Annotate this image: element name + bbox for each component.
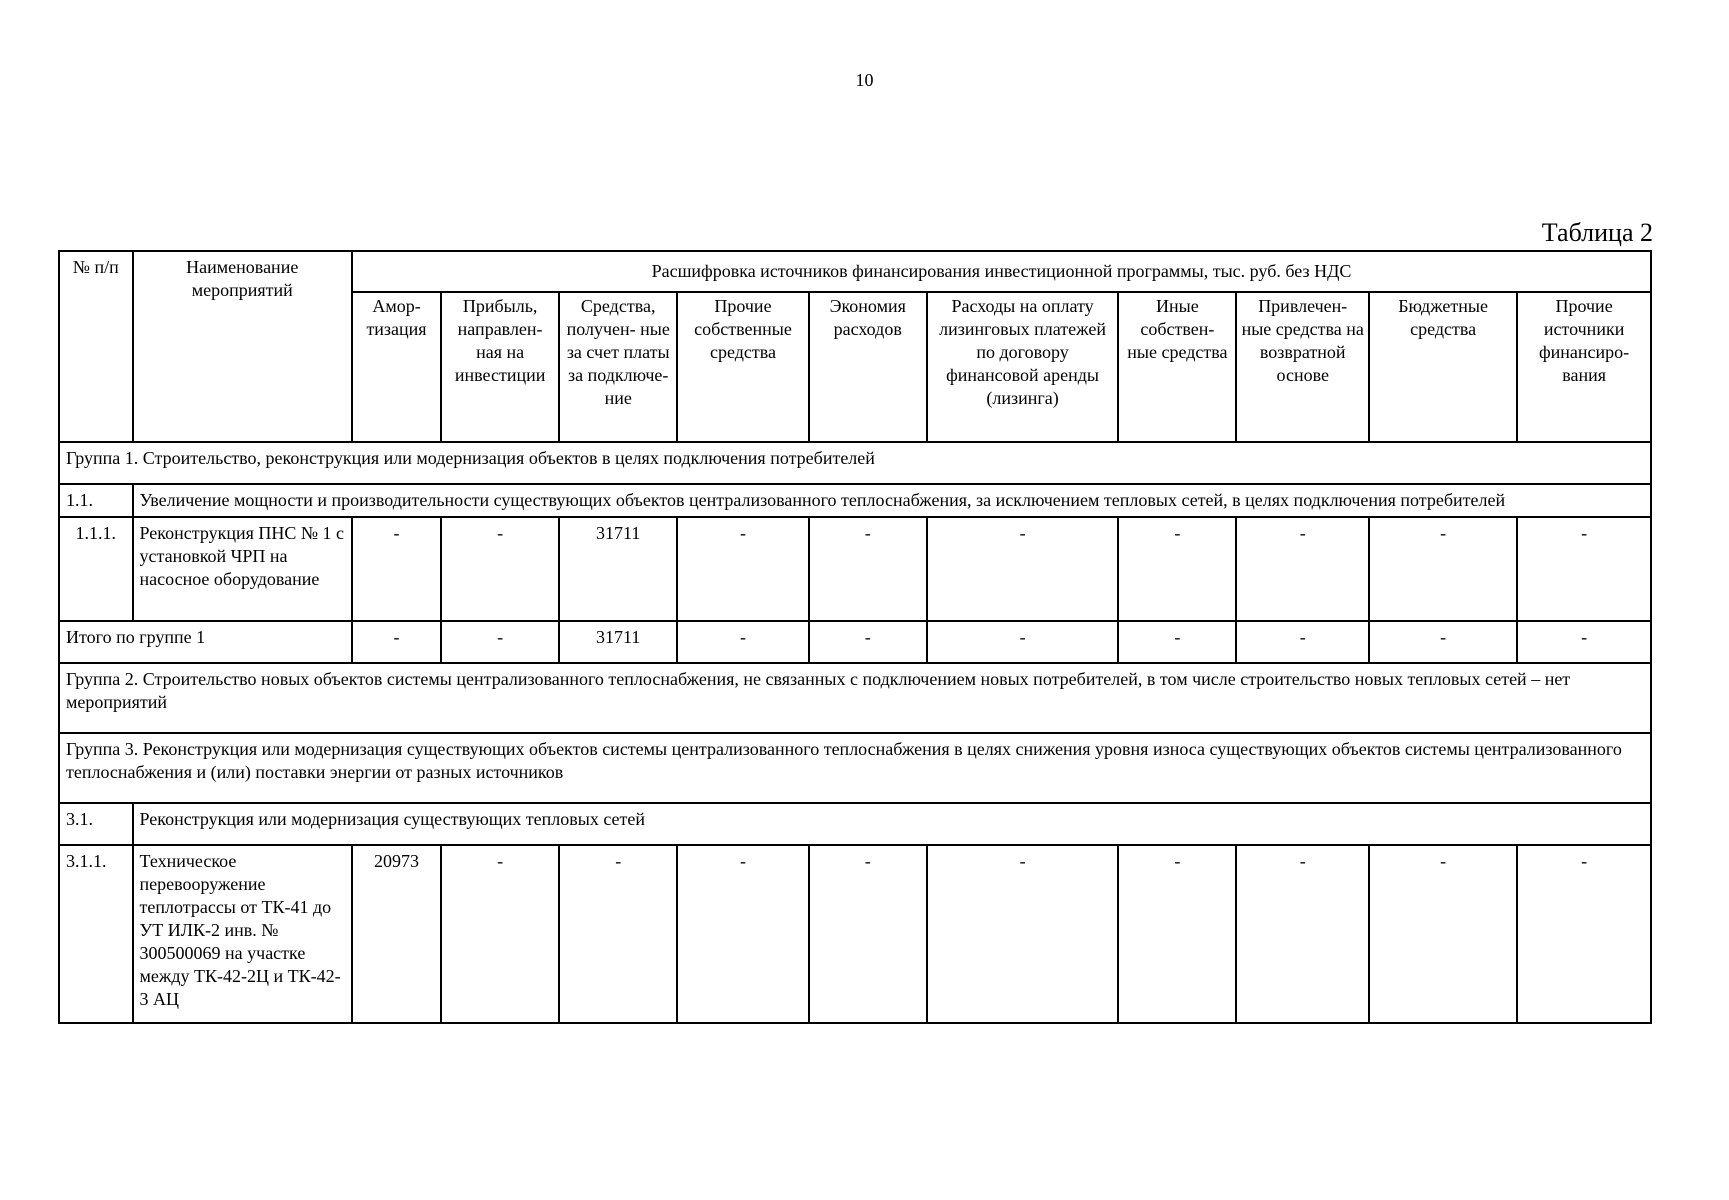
header-financing-sources: Расшифровка источников финансирования инвестиционной программы, тыс. руб. без НДС (352, 251, 1651, 292)
group-3-title: Группа 3. Реконструкция или модернизация существующих объектов системы централизованного теплоснабжения в целях снижения уровня износа существующих объектов системы централизованного теплоснабжения и (или) поставки энергии от разных источников (59, 733, 1651, 803)
section-3-1-title: Реконструкция или модернизация существующих тепловых сетей (133, 803, 1651, 845)
value-cell: - (1118, 621, 1236, 663)
group-2-title: Группа 2. Строительство новых объектов системы централизованного теплоснабжения, не связанных с подключением новых потребителей, в том числе строительство новых тепловых сетей – нет мероприятий (59, 663, 1651, 733)
header-other-sources: Прочие источники финансиро- вания (1517, 292, 1651, 442)
section-1-1-number: 1.1. (59, 484, 133, 517)
value-cell: - (1369, 517, 1517, 621)
total-group-1-label: Итого по группе 1 (59, 621, 352, 663)
header-row-1 (59, 251, 1651, 292)
header-borrowed: Привлечен- ные средства на возвратной основе (1236, 292, 1369, 442)
value-cell: - (809, 621, 927, 663)
group-row (59, 442, 1651, 484)
value-cell: - (927, 621, 1119, 663)
value-cell: - (1118, 845, 1236, 1023)
value-cell: - (809, 845, 927, 1023)
section-row (59, 484, 1651, 517)
item-3-1-1-name: Техническое перевооружение теплотрассы от ТК-41 до УТ ИЛК-2 инв. № 300500069 на участке между ТК-42-2Ц и ТК-42-3 АЦ (133, 845, 352, 1023)
value-cell: - (441, 621, 559, 663)
group-row (59, 663, 1651, 733)
value-cell: - (559, 845, 677, 1023)
value-cell: - (1118, 517, 1236, 621)
group-row (59, 733, 1651, 803)
value-cell: - (927, 845, 1119, 1023)
value-cell: - (441, 517, 559, 621)
value-cell: - (1369, 845, 1517, 1023)
table-row (59, 845, 1651, 1023)
financing-table (58, 250, 1652, 1024)
value-cell: - (1236, 517, 1369, 621)
value-cell: - (927, 517, 1119, 621)
header-other-own-funds: Прочие собственные средства (677, 292, 808, 442)
header-cost-savings: Экономия расходов (809, 292, 927, 442)
value-cell: 20973 (352, 845, 441, 1023)
value-cell: - (809, 517, 927, 621)
value-cell: - (677, 517, 808, 621)
item-3-1-1-number: 3.1.1. (59, 845, 133, 1023)
value-cell: - (352, 517, 441, 621)
value-cell: - (1517, 621, 1651, 663)
value-cell: - (1236, 621, 1369, 663)
page-number: 10 (855, 70, 874, 90)
section-row (59, 803, 1651, 845)
value-cell: - (352, 621, 441, 663)
total-row (59, 621, 1651, 663)
header-leasing: Расходы на оплату лизинговых платежей по договору финансовой аренды (лизинга) (927, 292, 1119, 442)
section-3-1-number: 3.1. (59, 803, 133, 845)
header-budget: Бюджетные средства (1369, 292, 1517, 442)
value-cell: - (677, 621, 808, 663)
item-1-1-1-number: 1.1.1. (59, 517, 133, 621)
table-row (59, 517, 1651, 621)
section-1-1-title: Увеличение мощности и производительности существующих объектов централизованного теплоснабжения, за исключением тепловых сетей, в целях подключения потребителей (133, 484, 1651, 517)
table-label: Таблица 2 (1541, 218, 1653, 247)
item-1-1-1-name: Реконструкция ПНС № 1 с установкой ЧРП на насосное оборудование (133, 517, 352, 621)
value-cell: 31711 (559, 621, 677, 663)
group-1-title: Группа 1. Строительство, реконструкция или модернизация объектов в целях подключения потребителей (59, 442, 1651, 484)
value-cell: - (441, 845, 559, 1023)
value-cell: - (1369, 621, 1517, 663)
header-profit: Прибыль, направлен- ная на инвестиции (441, 292, 559, 442)
value-cell: 31711 (559, 517, 677, 621)
header-amortization: Амор- тизация (352, 292, 441, 442)
value-cell: - (1517, 845, 1651, 1023)
header-number: № п/п (59, 251, 133, 442)
header-other-own: Иные собствен- ные средства (1118, 292, 1236, 442)
value-cell: - (677, 845, 808, 1023)
value-cell: - (1517, 517, 1651, 621)
header-name: Наименование мероприятий (133, 251, 352, 442)
header-connection-fees: Средства, получен- ные за счет платы за подключе- ние (559, 292, 677, 442)
value-cell: - (1236, 845, 1369, 1023)
